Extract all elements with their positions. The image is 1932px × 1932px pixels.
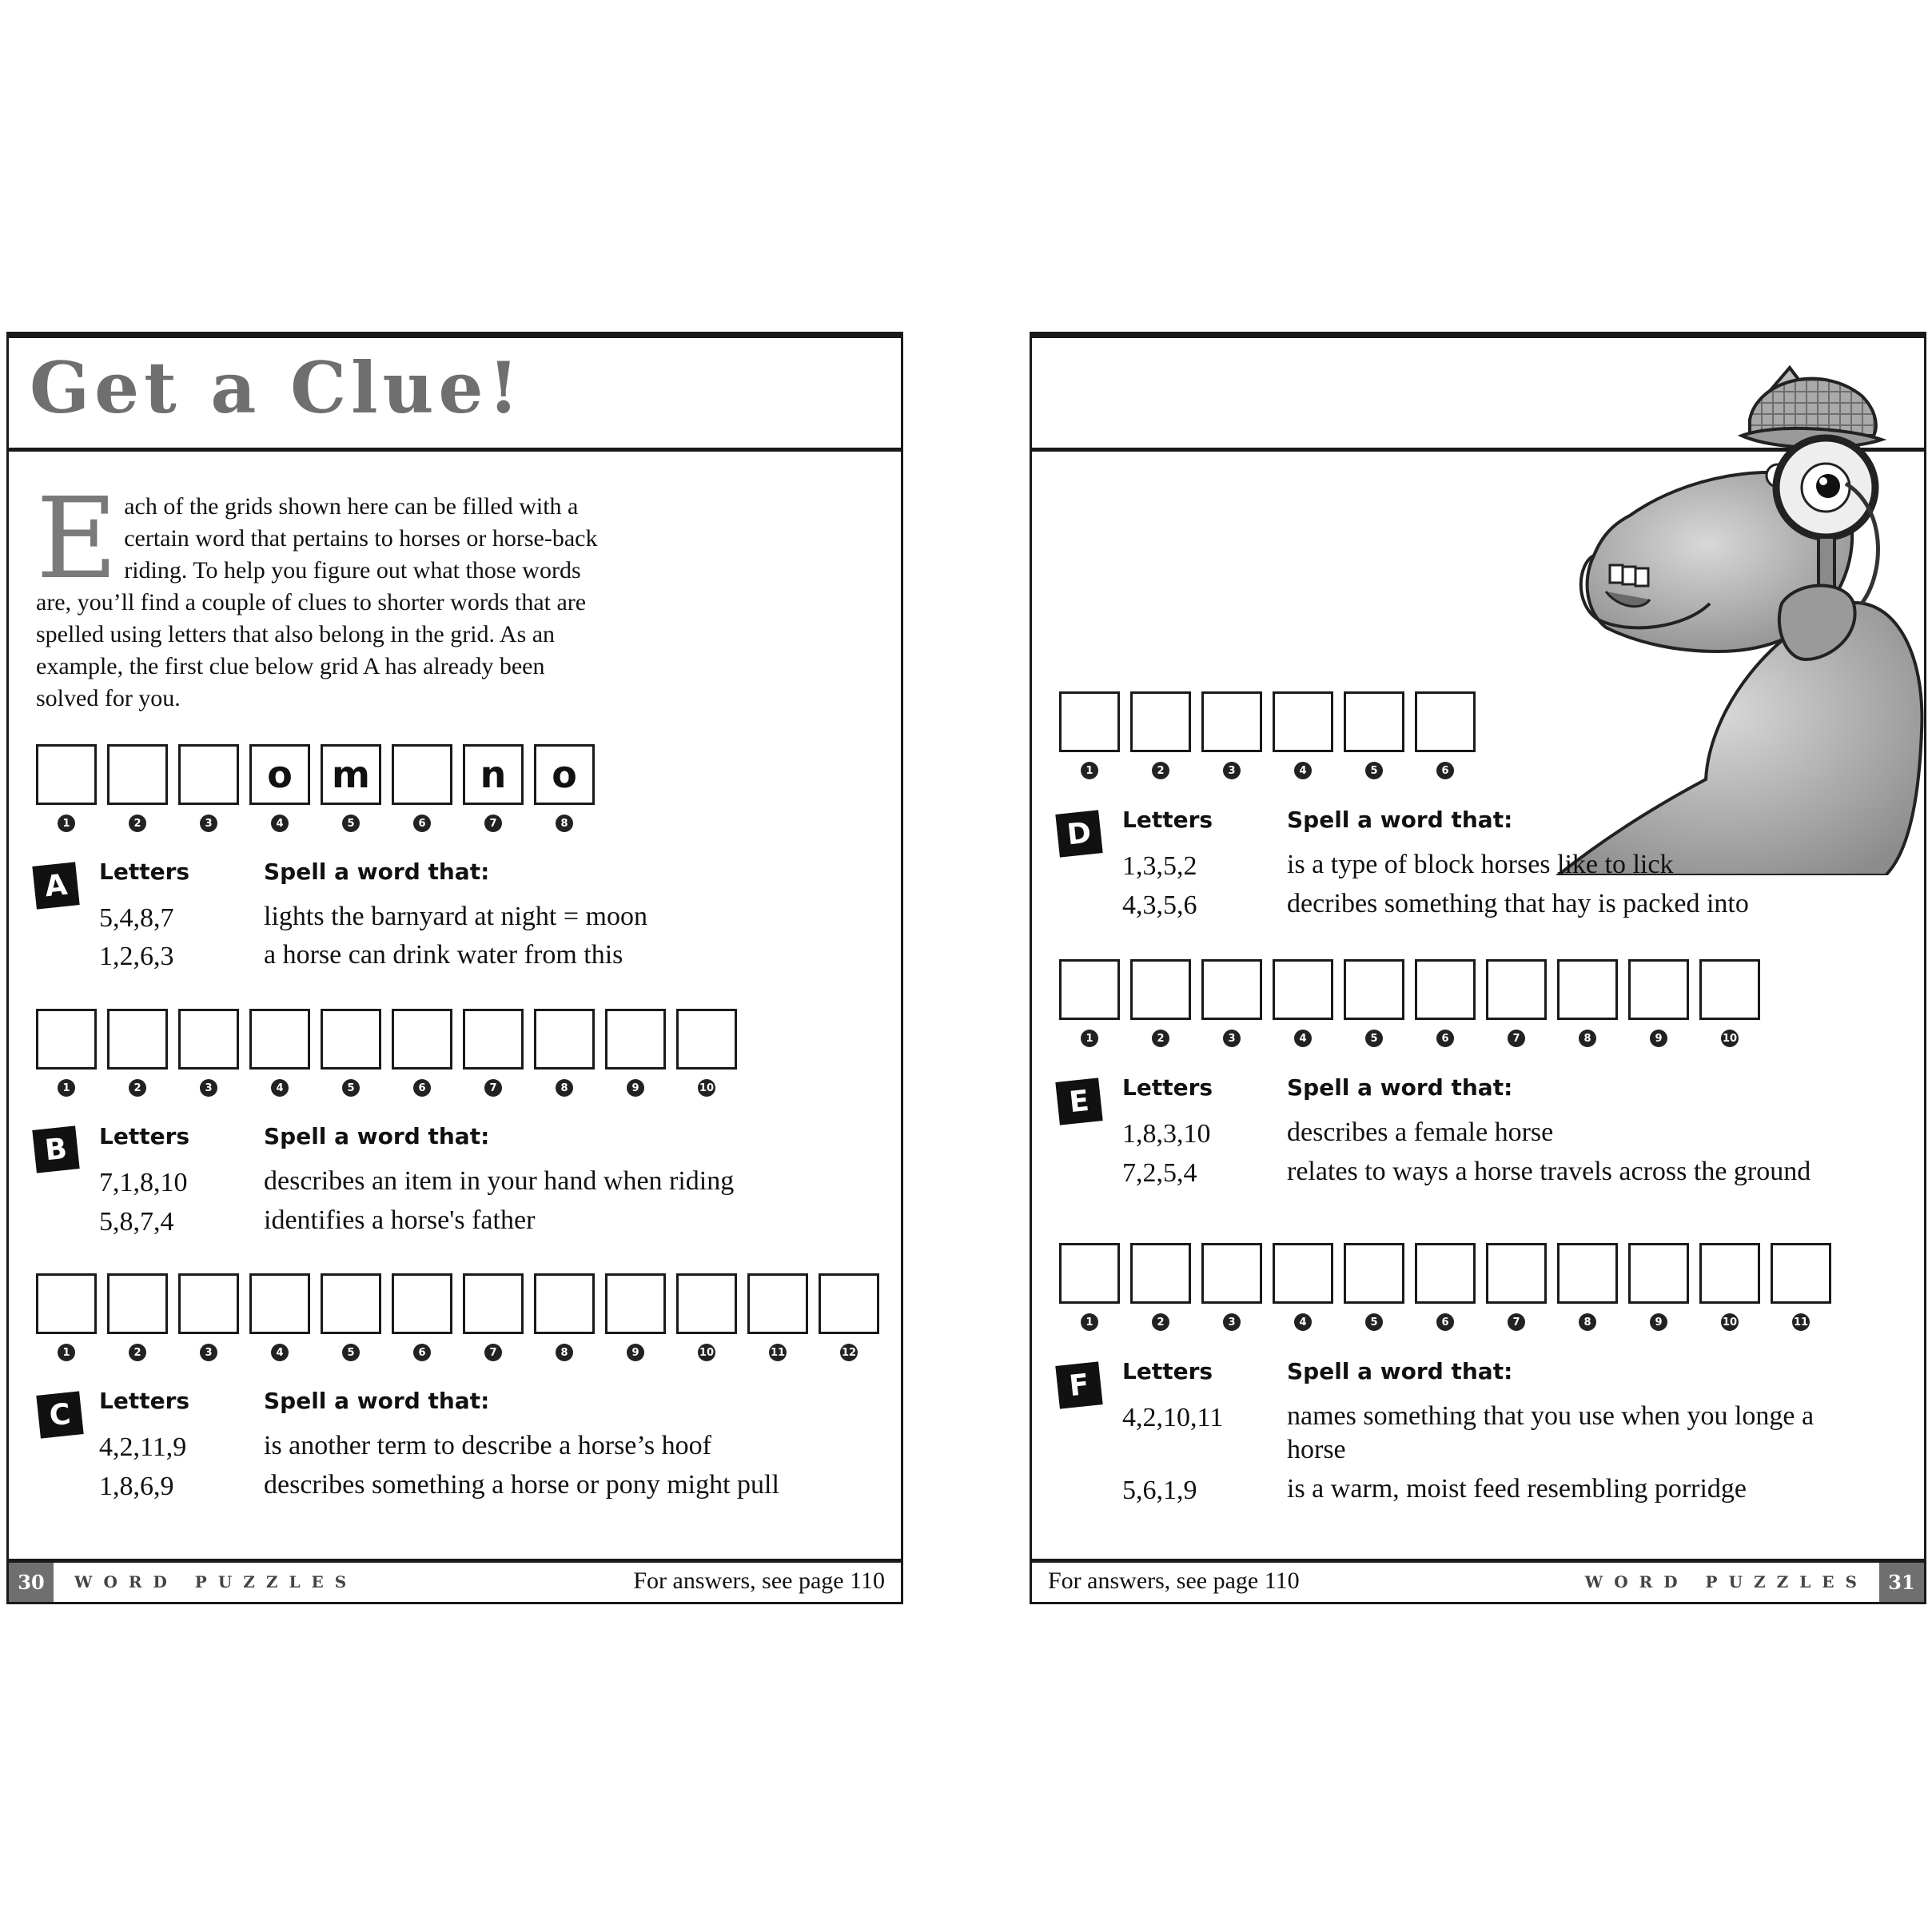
grid-b-cell[interactable] bbox=[676, 1009, 737, 1070]
grid-f-cell[interactable] bbox=[1059, 1243, 1120, 1304]
clue-f2-letters: 5,6,1,9 bbox=[1122, 1476, 1197, 1505]
cell-number: 7 bbox=[1508, 1030, 1525, 1047]
cell-number: 2 bbox=[129, 1344, 146, 1361]
grid-e-cell[interactable] bbox=[1059, 959, 1120, 1020]
cell-number: 6 bbox=[1436, 1030, 1454, 1047]
cell-number: 11 bbox=[769, 1344, 787, 1361]
cell-number: 7 bbox=[484, 1079, 502, 1097]
grid-c-cell[interactable] bbox=[249, 1273, 310, 1334]
grid-f-cell[interactable] bbox=[1486, 1243, 1547, 1304]
cell-number: 7 bbox=[484, 815, 502, 832]
cell-number: 2 bbox=[1152, 1030, 1169, 1047]
grid-f-cell[interactable] bbox=[1628, 1243, 1689, 1304]
cell-number: 10 bbox=[1721, 1313, 1739, 1331]
cell-number: 6 bbox=[1436, 1313, 1454, 1331]
grid-f-cell[interactable] bbox=[1415, 1243, 1476, 1304]
cell-number: 5 bbox=[1365, 762, 1383, 779]
clue-c2-letters: 1,8,6,9 bbox=[99, 1472, 174, 1501]
cell-number: 1 bbox=[58, 815, 75, 832]
cell-number: 8 bbox=[1579, 1313, 1596, 1331]
grid-d-cell[interactable] bbox=[1059, 691, 1120, 752]
clue-d2-text: decribes something that hay is packed into bbox=[1287, 889, 1749, 918]
badge-a: A bbox=[32, 862, 79, 909]
clue-d1-text: is a type of block horses like to lick bbox=[1287, 850, 1674, 879]
intro-text: ach of the grids shown here can be filled with a certain word that pertains to horses or horse-back riding. To help you figure out what those words are, you’ll find a couple of clues to shorter words that are spelled using letters that also belong in the grid. As an example, the first clue below grid A has already been solved for you. bbox=[36, 493, 598, 711]
grid-c-cell[interactable] bbox=[463, 1273, 524, 1334]
letters-header-f: Letters bbox=[1122, 1358, 1213, 1384]
grid-a-cell[interactable]: o bbox=[534, 744, 595, 805]
grid-b-cell[interactable] bbox=[605, 1009, 666, 1070]
grid-c-cell[interactable] bbox=[534, 1273, 595, 1334]
grid-c-cell[interactable] bbox=[36, 1273, 97, 1334]
grid-c-cell[interactable] bbox=[676, 1273, 737, 1334]
cell-number: 9 bbox=[1650, 1030, 1667, 1047]
cell-number: 5 bbox=[342, 815, 360, 832]
clue-f1-text: names something that you use when you longe a horse bbox=[1287, 1401, 1814, 1464]
cell-number: 9 bbox=[627, 1344, 644, 1361]
grid-a-cell[interactable] bbox=[36, 744, 97, 805]
grid-c-cell[interactable] bbox=[747, 1273, 808, 1334]
grid-f-cell[interactable] bbox=[1130, 1243, 1191, 1304]
grid-c-cell[interactable] bbox=[819, 1273, 879, 1334]
cell-number: 1 bbox=[1081, 1313, 1098, 1331]
clue-a2-letters: 1,2,6,3 bbox=[99, 942, 174, 971]
cell-number: 9 bbox=[627, 1079, 644, 1097]
grid-f-cell[interactable] bbox=[1273, 1243, 1333, 1304]
grid-e-cell[interactable] bbox=[1344, 959, 1404, 1020]
cell-number: 5 bbox=[1365, 1313, 1383, 1331]
cell-number: 8 bbox=[556, 1344, 573, 1361]
clue-e2-letters: 7,2,5,4 bbox=[1122, 1158, 1197, 1188]
clue-e1-text: describes a female horse bbox=[1287, 1117, 1554, 1147]
footer-right bbox=[1032, 1559, 1924, 1602]
cell-number: 1 bbox=[1081, 1030, 1098, 1047]
grid-b-cell[interactable] bbox=[107, 1009, 168, 1070]
grid-d-cell[interactable] bbox=[1130, 691, 1191, 752]
answers-note-left: For answers, see page 110 bbox=[633, 1568, 885, 1594]
grid-b-cell[interactable] bbox=[321, 1009, 381, 1070]
cell-number: 5 bbox=[1365, 1030, 1383, 1047]
grid-a-cell[interactable]: o bbox=[249, 744, 310, 805]
grid-d-cell[interactable] bbox=[1344, 691, 1404, 752]
grid-f-cell[interactable] bbox=[1771, 1243, 1831, 1304]
grid-e-cell[interactable] bbox=[1699, 959, 1760, 1020]
cell-number: 6 bbox=[413, 1079, 431, 1097]
cell-number: 3 bbox=[200, 815, 217, 832]
grid-c-cell[interactable] bbox=[178, 1273, 239, 1334]
clue-a2-text: a horse can drink water from this bbox=[264, 940, 623, 970]
badge-c: C bbox=[36, 1391, 83, 1438]
grid-e-cell[interactable] bbox=[1273, 959, 1333, 1020]
grid-e-cell[interactable] bbox=[1201, 959, 1262, 1020]
spell-header-c: Spell a word that: bbox=[264, 1388, 490, 1414]
grid-b-cell[interactable] bbox=[249, 1009, 310, 1070]
grid-e-cell[interactable] bbox=[1130, 959, 1191, 1020]
right-page bbox=[1030, 332, 1926, 1604]
letters-header-d: Letters bbox=[1122, 807, 1213, 833]
letters-header-e: Letters bbox=[1122, 1074, 1213, 1101]
clue-a1-text: lights the barnyard at night = moon bbox=[264, 902, 647, 931]
cell-number: 3 bbox=[1223, 1313, 1241, 1331]
grid-c-cell[interactable] bbox=[107, 1273, 168, 1334]
cell-number: 1 bbox=[58, 1344, 75, 1361]
clue-b1-text: describes an item in your hand when riding bbox=[264, 1166, 735, 1196]
grid-e-cell[interactable] bbox=[1557, 959, 1618, 1020]
cell-number: 4 bbox=[1294, 762, 1312, 779]
grid-e-cell[interactable] bbox=[1415, 959, 1476, 1020]
grid-e-cell[interactable] bbox=[1628, 959, 1689, 1020]
grid-a-cell[interactable] bbox=[178, 744, 239, 805]
grid-e-cell[interactable] bbox=[1486, 959, 1547, 1020]
spell-header-f: Spell a word that: bbox=[1287, 1358, 1513, 1384]
grid-f-cell[interactable] bbox=[1557, 1243, 1618, 1304]
answers-note-right: For answers, see page 110 bbox=[1048, 1568, 1300, 1594]
clue-a1-letters: 5,4,8,7 bbox=[99, 903, 174, 933]
grid-d-cell[interactable] bbox=[1201, 691, 1262, 752]
spell-header-d: Spell a word that: bbox=[1287, 807, 1513, 833]
cell-number: 10 bbox=[698, 1344, 715, 1361]
clue-e1-letters: 1,8,3,10 bbox=[1122, 1119, 1211, 1149]
cell-number: 3 bbox=[200, 1079, 217, 1097]
clue-d2-letters: 4,3,5,6 bbox=[1122, 890, 1197, 920]
grid-d-cell[interactable] bbox=[1273, 691, 1333, 752]
grid-a-cell[interactable]: n bbox=[463, 744, 524, 805]
grid-f-cell[interactable] bbox=[1201, 1243, 1262, 1304]
grid-d-cell[interactable] bbox=[1415, 691, 1476, 752]
cell-number: 2 bbox=[1152, 1313, 1169, 1331]
intro-paragraph bbox=[36, 474, 611, 715]
cell-number: 3 bbox=[200, 1344, 217, 1361]
badge-e: E bbox=[1055, 1078, 1102, 1125]
grid-c-cell[interactable] bbox=[392, 1273, 452, 1334]
clue-f1-letters: 4,2,10,11 bbox=[1122, 1403, 1224, 1432]
cell-number: 11 bbox=[1792, 1313, 1810, 1331]
cell-number: 12 bbox=[840, 1344, 858, 1361]
cell-number: 5 bbox=[342, 1079, 360, 1097]
cell-number: 4 bbox=[1294, 1030, 1312, 1047]
cell-number: 1 bbox=[58, 1079, 75, 1097]
grid-b-cell[interactable] bbox=[178, 1009, 239, 1070]
cell-number: 5 bbox=[342, 1344, 360, 1361]
cell-number: 7 bbox=[1508, 1313, 1525, 1331]
letters-header-b: Letters bbox=[99, 1123, 190, 1149]
clue-f2-text: is a warm, moist feed resembling porridge bbox=[1287, 1474, 1747, 1504]
grid-b-cell[interactable] bbox=[36, 1009, 97, 1070]
spell-header-e: Spell a word that: bbox=[1287, 1074, 1513, 1101]
grid-b-cell[interactable] bbox=[392, 1009, 452, 1070]
clue-d1-letters: 1,3,5,2 bbox=[1122, 851, 1197, 881]
clue-c1-text: is another term to describe a horse’s hoof bbox=[264, 1431, 711, 1460]
letters-header-a: Letters bbox=[99, 858, 190, 885]
clue-c1-letters: 4,2,11,9 bbox=[99, 1432, 187, 1462]
badge-b: B bbox=[32, 1125, 79, 1173]
clue-b1-letters: 7,1,8,10 bbox=[99, 1168, 188, 1197]
grid-b-cell[interactable] bbox=[534, 1009, 595, 1070]
cell-number: 2 bbox=[1152, 762, 1169, 779]
page-number-left: 30 bbox=[9, 1563, 54, 1602]
title-band bbox=[9, 334, 901, 452]
left-page bbox=[6, 332, 903, 1604]
cell-number: 4 bbox=[271, 815, 289, 832]
cell-number: 8 bbox=[556, 815, 573, 832]
cell-number: 4 bbox=[271, 1079, 289, 1097]
cell-number: 6 bbox=[1436, 762, 1454, 779]
cell-number: 3 bbox=[1223, 762, 1241, 779]
drop-cap: E bbox=[36, 474, 118, 604]
spell-header-a: Spell a word that: bbox=[264, 858, 490, 885]
cell-number: 6 bbox=[413, 815, 431, 832]
grid-a-cell[interactable] bbox=[107, 744, 168, 805]
grid-c-cell[interactable] bbox=[605, 1273, 666, 1334]
cell-number: 3 bbox=[1223, 1030, 1241, 1047]
section-name-left: WORD PUZZLES bbox=[74, 1572, 358, 1591]
clue-e2-text: relates to ways a horse travels across the ground bbox=[1287, 1157, 1811, 1186]
cell-number: 10 bbox=[1721, 1030, 1739, 1047]
cell-number: 6 bbox=[413, 1344, 431, 1361]
cell-number: 4 bbox=[271, 1344, 289, 1361]
cell-number: 8 bbox=[556, 1079, 573, 1097]
footer-left bbox=[9, 1559, 901, 1602]
grid-f-cell[interactable] bbox=[1344, 1243, 1404, 1304]
cell-number: 9 bbox=[1650, 1313, 1667, 1331]
cell-number: 2 bbox=[129, 815, 146, 832]
clue-c2-text: describes something a horse or pony might pull bbox=[264, 1470, 779, 1500]
section-name-right: WORD PUZZLES bbox=[1584, 1572, 1868, 1591]
grid-f-cell[interactable] bbox=[1699, 1243, 1760, 1304]
grid-b-cell[interactable] bbox=[463, 1009, 524, 1070]
cell-number: 8 bbox=[1579, 1030, 1596, 1047]
clue-b2-letters: 5,8,7,4 bbox=[99, 1207, 174, 1237]
page-title: Get a Clue! bbox=[30, 346, 524, 429]
letters-header-c: Letters bbox=[99, 1388, 190, 1414]
cell-number: 7 bbox=[484, 1344, 502, 1361]
badge-d: D bbox=[1055, 810, 1102, 857]
cell-number: 2 bbox=[129, 1079, 146, 1097]
cell-number: 4 bbox=[1294, 1313, 1312, 1331]
cell-number: 10 bbox=[698, 1079, 715, 1097]
badge-f: F bbox=[1055, 1361, 1102, 1408]
cell-number: 1 bbox=[1081, 762, 1098, 779]
page-number-right: 31 bbox=[1879, 1563, 1924, 1602]
clue-b2-text: identifies a horse's father bbox=[264, 1205, 536, 1235]
grid-c-cell[interactable] bbox=[321, 1273, 381, 1334]
grid-a-cell[interactable] bbox=[392, 744, 452, 805]
detective-horse-icon bbox=[1510, 364, 1926, 875]
spell-header-b: Spell a word that: bbox=[264, 1123, 490, 1149]
grid-a-cell[interactable]: m bbox=[321, 744, 381, 805]
